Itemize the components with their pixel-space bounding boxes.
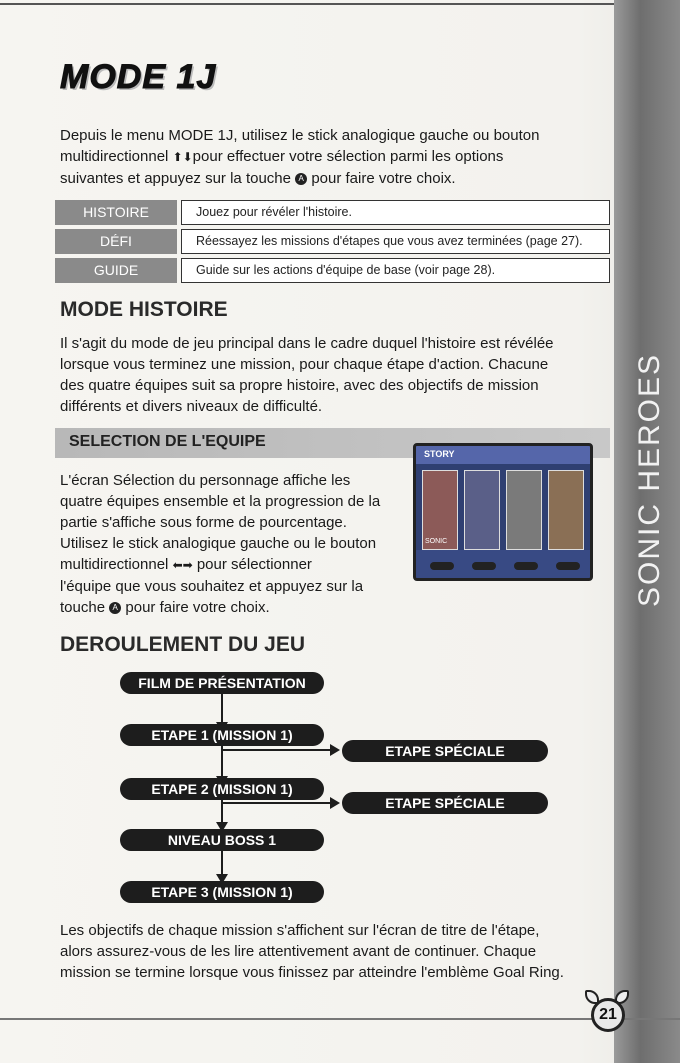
team-select-screenshot [413, 443, 593, 581]
team-card [464, 470, 500, 550]
flow-node-stage1: ETAPE 1 (MISSION 1) [120, 724, 324, 746]
mode-histoire-heading: MODE HISTOIRE [60, 298, 228, 321]
top-rule [0, 3, 614, 5]
footer-text: Les objectifs de chaque mission s'affichent sur l'écran de titre de l'étape, alors assurez-vous de les lire attentivement avant de continuer. Chaque mission se termine lorsque vous finissez par atteindre l'emblème Goal Ring. [60, 922, 564, 981]
option-row-histoire [55, 200, 610, 225]
left-right-arrows-icon: ⬅➡ [172, 558, 193, 572]
selection-heading: SELECTION DE L'EQUIPE [69, 433, 266, 450]
page-number: 21 [591, 998, 625, 1032]
team-card [548, 470, 584, 550]
option-label: GUIDE [55, 258, 177, 283]
flow-node-special: ETAPE SPÉCIALE [342, 792, 548, 814]
team-card [506, 470, 542, 550]
screenshot-story-label: STORY [424, 449, 455, 459]
page-number-badge [585, 990, 631, 1034]
side-banner [614, 0, 680, 1063]
up-down-arrows-icon: ⬆⬇ [172, 150, 193, 164]
flow-node-boss: NIVEAU BOSS 1 [120, 829, 324, 851]
intro-text: Depuis le menu MODE 1J, utilisez le stick analogique gauche ou bouton multidirectionnel ⬆⬇pour effectuer votre sélection parmi les options suivantes et appuyez sur la touche A pour faire votre choix. [60, 127, 540, 187]
side-banner-title: SONIC HEROES [633, 352, 667, 608]
option-label: DÉFI [55, 229, 177, 254]
option-row-defi [55, 229, 610, 254]
flow-arrow-icon [330, 797, 340, 809]
selection-text: L'écran Sélection du personnage affiche les quatre équipes ensemble et la progression de la partie s'affiche sous forme de pourcentage. Utilisez le stick analogique gauche ou le bouton multidirectionnel ⬅➡ pour sélectionner l'équipe que vous souhaitez et appuyez sur la touche A pour faire votre choix. [60, 472, 381, 616]
option-description: Réessayez les missions d'étapes que vous avez terminées (page 27). [181, 229, 610, 254]
flow-node-stage3: ETAPE 3 (MISSION 1) [120, 881, 324, 903]
flow-arrow-icon [330, 744, 340, 756]
option-description: Guide sur les actions d'équipe de base (voir page 28). [181, 258, 610, 283]
a-button-icon: A [109, 602, 121, 614]
team-card [422, 470, 458, 550]
flow-node-intro: FILM DE PRÉSENTATION [120, 672, 324, 694]
page-title: MODE 1J [60, 58, 217, 96]
mode-histoire-text: Il s'agit du mode de jeu principal dans le cadre duquel l'histoire est révélée lorsque vous terminez une mission, pour chaque étape d'action. Chacune des quatre équipes suit sa propre histoire, avec des objectifs de mission différents et divers niveaux de difficulté. [60, 335, 554, 415]
flow-node-special: ETAPE SPÉCIALE [342, 740, 548, 762]
option-label: HISTOIRE [55, 200, 177, 225]
deroulement-heading: DEROULEMENT DU JEU [60, 633, 306, 656]
flow-node-stage2: ETAPE 2 (MISSION 1) [120, 778, 324, 800]
team-card-label: SONIC [425, 538, 448, 545]
option-row-guide [55, 258, 610, 283]
bottom-rule [0, 1018, 680, 1020]
option-description: Jouez pour révéler l'histoire. [181, 200, 610, 225]
a-button-icon: A [295, 173, 307, 185]
